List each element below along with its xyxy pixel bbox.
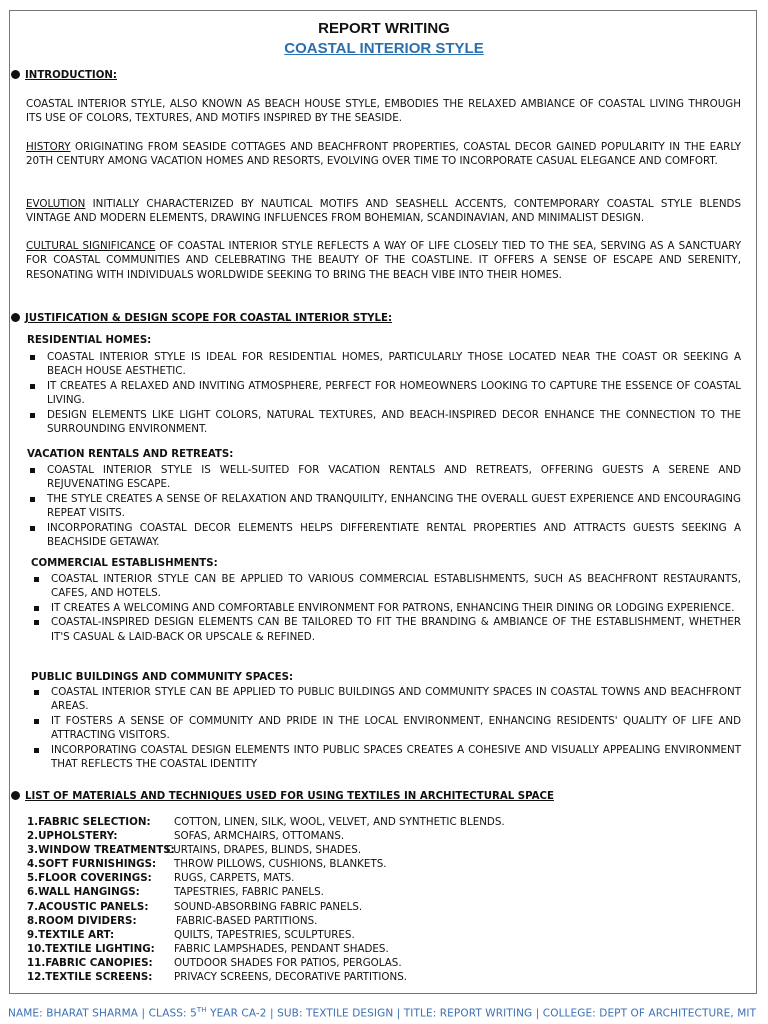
list-item: COASTAL INTERIOR STYLE CAN BE APPLIED TO VARIOUS COMMERCIAL ESTABLISHMENTS, SUCH AS BEACHFRONT RESTAURANTS, CAFES, AND HOTELS. <box>31 572 741 601</box>
list-item: 11.FABRIC CANOPIES: OUTDOOR SHADES FOR PATIOS, PERGOLAS. <box>27 956 402 969</box>
footer-credits: NAME: BHARAT SHARMA | CLASS: 5TH YEAR CA-2 | SUB: TEXTILE DESIGN | TITLE: REPORT WRITING | COLLEGE: DEPT OF ARCHITECTURE, MIT <box>8 1006 757 1020</box>
list-item: 9.TEXTILE ART: QUILTS, TAPESTRIES, SCULPTURES. <box>27 928 355 941</box>
commercial-establishments-list <box>31 572 741 644</box>
list-item: 1.FABRIC SELECTION: COTTON, LINEN, SILK, WOOL, VELVET, AND SYNTHETIC BLENDS. <box>27 816 505 828</box>
list-item: 6.WALL HANGINGS: TAPESTRIES, FABRIC PANELS. <box>27 886 324 899</box>
list-item: IT CREATES A RELAXED AND INVITING ATMOSPHERE, PERFECT FOR HOMEOWNERS LOOKING TO CAPTURE THE ESSENCE OF COASTAL LIVING. <box>27 379 741 408</box>
materials-list <box>27 815 505 984</box>
residential-homes-heading: RESIDENTIAL HOMES: <box>27 335 152 346</box>
evolution-text: INITIALLY CHARACTERIZED BY NAUTICAL MOTIFS AND SEASHELL ACCENTS, CONTEMPORARY COASTAL STYLE BLENDS VINTAGE AND MODERN ELEMENTS, DRAWING INFLUENCES FROM BOHEMIAN, SCANDINAVIAN, AND MINIMALIST DESIGN. <box>26 198 741 225</box>
residential-homes-list <box>27 350 741 436</box>
list-item: INCORPORATING COASTAL DECOR ELEMENTS HELPS DIFFERENTIATE RENTAL PROPERTIES AND ATTRACTS GUESTS SEEKING A BEACHSIDE GETAWAY. <box>27 521 741 550</box>
cultural-paragraph <box>26 239 741 282</box>
report-title: REPORT WRITING <box>318 20 450 37</box>
list-item: 10.TEXTILE LIGHTING: FABRIC LAMPSHADES, PENDANT SHADES. <box>27 942 389 955</box>
square-bullet-icon <box>34 719 39 724</box>
evolution-paragraph <box>26 197 741 226</box>
list-item: 12.TEXTILE SCREENS: PRIVACY SCREENS, DECORATIVE PARTITIONS. <box>27 971 408 984</box>
list-item: 7.ACOUSTIC PANELS: SOUND-ABSORBING FABRIC PANELS. <box>27 900 363 913</box>
list-item: 8.ROOM DIVIDERS: FABRIC-BASED PARTITIONS. <box>27 914 318 927</box>
introduction-heading: INTRODUCTION: <box>11 70 117 81</box>
bullet-dot-icon <box>11 313 20 322</box>
intro-paragraph: COASTAL INTERIOR STYLE, ALSO KNOWN AS BEACH HOUSE STYLE, EMBODIES THE RELAXED AMBIANCE OF COASTAL LIVING THROUGH ITS USE OF COLORS, TEXTURES, AND MOTIFS INSPIRED BY THE SEASIDE. <box>26 98 741 125</box>
public-buildings-list <box>31 685 741 771</box>
square-bullet-icon <box>34 748 39 753</box>
list-item: INCORPORATING COASTAL DESIGN ELEMENTS INTO PUBLIC SPACES CREATES A COHESIVE AND VISUALLY APPEALING ENVIRONMENT THAT REFLECTS THE COASTAL IDENTITY <box>31 743 741 772</box>
list-item: DESIGN ELEMENTS LIKE LIGHT COLORS, NATURAL TEXTURES, AND BEACH-INSPIRED DECOR ENHANCE THE CONNECTION TO THE SURROUNDING ENVIRONMENT. <box>27 408 741 437</box>
square-bullet-icon <box>30 526 35 531</box>
cultural-text: OF COASTAL INTERIOR STYLE REFLECTS A WAY OF LIFE CLOSELY TIED TO THE SEA, SERVING AS A SANCTUARY FOR COASTAL COMMUNITIES AND CELEBRATING THE BEAUTY OF THE COASTLINE. IT OFFERS A SENSE OF ESCAPE AND SERENITY, RESONATING WITH INDIVIDUALS WORLDWIDE SEEKING TO BRING THE BEACH VIBE INTO THEIR HOMES. <box>26 240 741 281</box>
public-buildings-heading: PUBLIC BUILDINGS AND COMMUNITY SPACES: <box>31 672 294 683</box>
square-bullet-icon <box>30 355 35 360</box>
list-item: COASTAL INTERIOR STYLE IS WELL-SUITED FOR VACATION RENTALS AND RETREATS, OFFERING GUESTS A SERENE AND REJUVENATING ESCAPE. <box>27 463 741 492</box>
list-item: 3.WINDOW TREATMENTS:CURTAINS, DRAPES, BLINDS, SHADES. <box>27 844 362 857</box>
bullet-dot-icon <box>11 70 20 79</box>
cultural-term: CULTURAL SIGNIFICANCE <box>26 240 156 252</box>
square-bullet-icon <box>34 606 39 611</box>
evolution-term: EVOLUTION <box>26 198 86 210</box>
square-bullet-icon <box>30 384 35 389</box>
square-bullet-icon <box>30 497 35 502</box>
materials-heading: LIST OF MATERIALS AND TECHNIQUES USED FOR USING TEXTILES IN ARCHITECTURAL SPACE <box>11 791 554 802</box>
report-subtitle: COASTAL INTERIOR STYLE <box>284 40 484 57</box>
vacation-rentals-heading: VACATION RENTALS AND RETREATS: <box>27 449 234 460</box>
square-bullet-icon <box>34 577 39 582</box>
list-item: COASTAL INTERIOR STYLE IS IDEAL FOR RESIDENTIAL HOMES, PARTICULARLY THOSE LOCATED NEAR THE COAST OR SEEKING A BEACH HOUSE AESTHETIC. <box>27 350 741 379</box>
list-item: IT FOSTERS A SENSE OF COMMUNITY AND PRIDE IN THE LOCAL ENVIRONMENT, ENHANCING RESIDENTS' QUALITY OF LIFE AND ATTRACTING VISITORS. <box>31 714 741 743</box>
list-item: THE STYLE CREATES A SENSE OF RELAXATION AND TRANQUILITY, ENHANCING THE OVERALL GUEST EXPERIENCE AND ENCOURAGING REPEAT VISITS. <box>27 492 741 521</box>
justification-heading: JUSTIFICATION & DESIGN SCOPE FOR COASTAL INTERIOR STYLE: <box>11 313 392 324</box>
vacation-rentals-list <box>27 463 741 549</box>
list-item: COASTAL INTERIOR STYLE CAN BE APPLIED TO PUBLIC BUILDINGS AND COMMUNITY SPACES IN COASTAL TOWNS AND BEACHFRONT AREAS. <box>31 685 741 714</box>
history-term: HISTORY <box>26 141 71 153</box>
commercial-establishments-heading: COMMERCIAL ESTABLISHMENTS: <box>31 558 218 569</box>
square-bullet-icon <box>34 690 39 695</box>
history-paragraph <box>26 140 741 169</box>
list-item: IT CREATES A WELCOMING AND COMFORTABLE ENVIRONMENT FOR PATRONS, ENHANCING THEIR DINING OR LODGING EXPERIENCE. <box>31 601 741 615</box>
list-item: 2.UPHOLSTERY: SOFAS, ARMCHAIRS, OTTOMANS. <box>27 830 345 843</box>
square-bullet-icon <box>30 468 35 473</box>
square-bullet-icon <box>34 620 39 625</box>
history-text: ORIGINATING FROM SEASIDE COTTAGES AND BEACHFRONT PROPERTIES, COASTAL DECOR GAINED POPULARITY IN THE EARLY 20TH CENTURY AMONG VACATION HOMES AND RESORTS, EVOLVING OVER TIME TO INCORPORATE CASUAL ELEGANCE AND COMFORT. <box>26 141 741 168</box>
square-bullet-icon <box>30 413 35 418</box>
bullet-dot-icon <box>11 791 20 800</box>
list-item: 4.SOFT FURNISHINGS: THROW PILLOWS, CUSHIONS, BLANKETS. <box>27 858 387 871</box>
list-item: 5.FLOOR COVERINGS: RUGS, CARPETS, MATS. <box>27 872 295 885</box>
list-item: COASTAL-INSPIRED DESIGN ELEMENTS CAN BE TAILORED TO FIT THE BRANDING & AMBIANCE OF THE ESTABLISHMENT, WHETHER IT'S CASUAL & LAID-BACK OR UPSCALE & REFINED. <box>31 615 741 644</box>
